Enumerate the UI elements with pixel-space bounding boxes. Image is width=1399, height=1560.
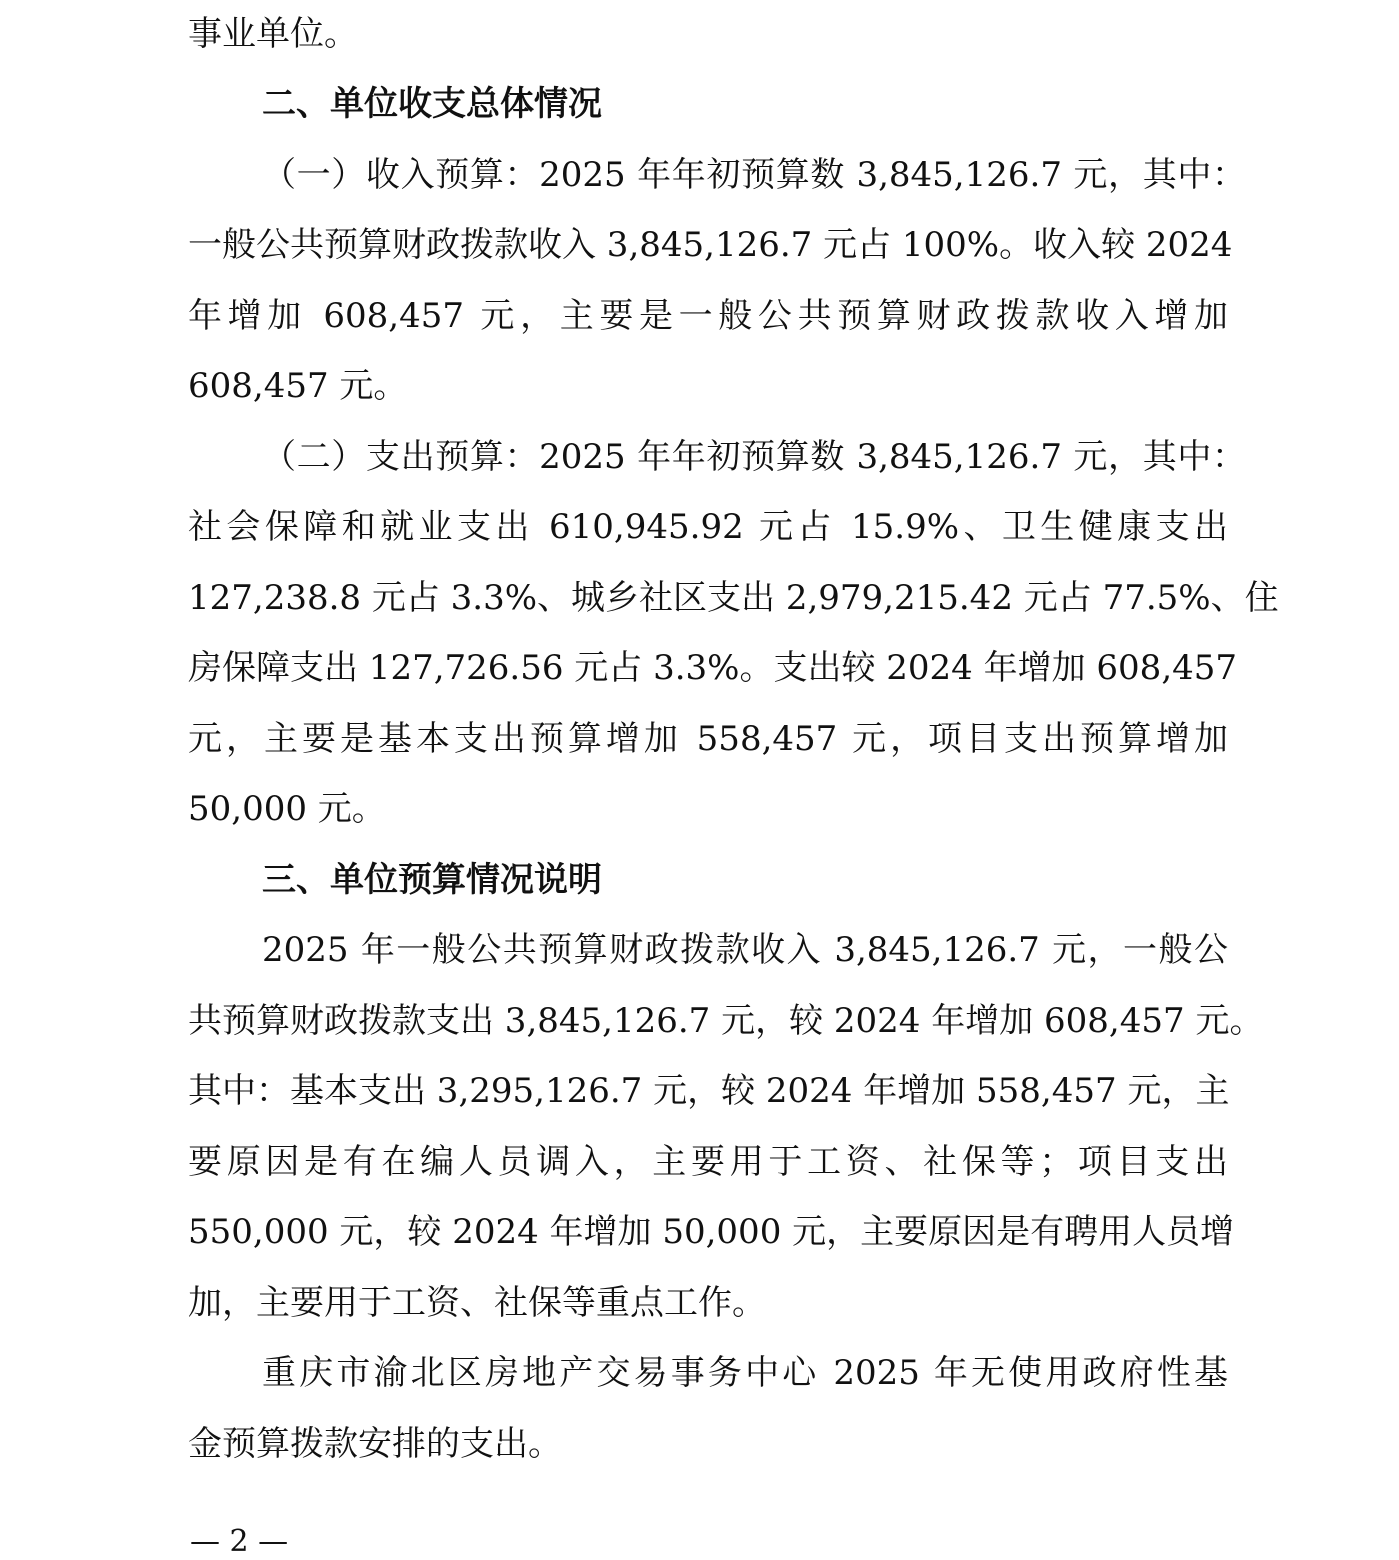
text-line: 一般公共预算财政拨款收入 3,845,126.7 元占 100%。收入较 2024 bbox=[188, 225, 1233, 265]
text-line: 金预算拨款安排的支出。 bbox=[188, 1424, 562, 1464]
text-line: 2025 年一般公共预算财政拨款收入 3,845,126.7 元，一般公 bbox=[262, 930, 1228, 970]
text-line: 550,000 元，较 2024 年增加 50,000 元，主要原因是有聘用人员增 bbox=[188, 1212, 1235, 1252]
text-line: 共预算财政拨款支出 3,845,126.7 元，较 2024 年增加 608,457 元。 bbox=[188, 1001, 1264, 1041]
text-line: 608,457 元。 bbox=[188, 366, 408, 406]
text-line: （二）支出预算：2025 年年初预算数 3,845,126.7 元，其中： bbox=[262, 437, 1246, 477]
text-line: 50,000 元。 bbox=[188, 789, 386, 829]
text-line: 事业单位。 bbox=[188, 14, 358, 54]
text-line: 房保障支出 127,726.56 元占 3.3%。支出较 2024 年增加 608,457 bbox=[188, 648, 1238, 688]
section-heading-income-expense: 二、单位收支总体情况 bbox=[262, 84, 602, 124]
text-line: 加，主要用于工资、社保等重点工作。 bbox=[188, 1283, 766, 1323]
text-line: （一）收入预算：2025 年年初预算数 3,845,126.7 元，其中： bbox=[262, 155, 1246, 195]
text-line: 其中：基本支出 3,295,126.7 元，较 2024 年增加 558,457 元，主 bbox=[188, 1071, 1230, 1111]
text-line: 社会保障和就业支出 610,945.92 元占 15.9%、卫生健康支出 bbox=[188, 507, 1228, 547]
text-line: 重庆市渝北区房地产交易事务中心 2025 年无使用政府性基 bbox=[262, 1353, 1228, 1393]
text-line: 127,238.8 元占 3.3%、城乡社区支出 2,979,215.42 元占 77.5%、住 bbox=[188, 578, 1279, 618]
page-number: — 2 — bbox=[190, 1524, 289, 1559]
text-line: 年增加 608,457 元，主要是一般公共预算财政拨款收入增加 bbox=[188, 296, 1228, 336]
text-line: 元，主要是基本支出预算增加 558,457 元，项目支出预算增加 bbox=[188, 719, 1228, 759]
section-heading-budget-explanation: 三、单位预算情况说明 bbox=[262, 860, 602, 900]
text-line: 要原因是有在编人员调入，主要用于工资、社保等；项目支出 bbox=[188, 1142, 1228, 1182]
